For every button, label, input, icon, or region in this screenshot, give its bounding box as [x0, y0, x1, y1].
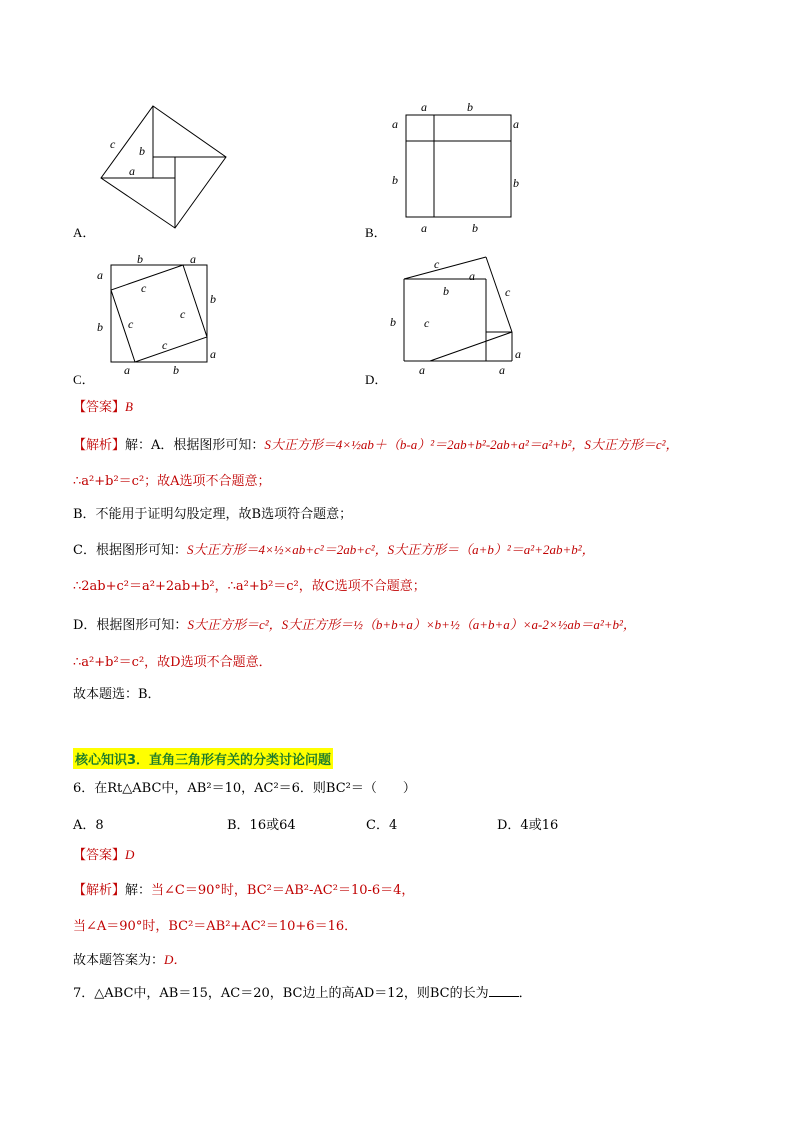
figure-c-label-bottom-b: b	[173, 363, 179, 377]
figure-d-label-top-a: a	[469, 269, 475, 283]
figure-b	[386, 100, 526, 238]
figure-c-label-left-a: a	[97, 268, 103, 282]
q5-analysis-b-line: B．不能用于证明勾股定理，故B选项符合题意；	[73, 507, 353, 522]
q6-analysis-tag: 【解析】	[73, 883, 126, 898]
option-a-label: A．	[73, 225, 96, 240]
analysis-c-formula: S大正方形＝4×½×ab+c²＝2ab+c²，S大正方形＝（a+b）²＝a²+2ab+b²，	[186, 542, 595, 557]
q6-conclusion	[73, 951, 186, 970]
figure-b-label-bottom-b: b	[472, 221, 478, 235]
figure-c-label-c4: c	[162, 338, 168, 352]
option-c-label: C．	[73, 372, 95, 387]
figure-b-label-bottom-a: a	[421, 221, 427, 235]
q7-stem-line	[73, 984, 532, 1003]
figure-d-label-bottom-a1: a	[419, 363, 425, 377]
figure-d-label-bottom-a2: a	[499, 363, 505, 377]
figure-a-label-a: a	[129, 164, 135, 178]
q6-option-a: A．8	[73, 818, 104, 833]
figure-c-label-c2: c	[180, 307, 186, 321]
figure-c-label-c1: c	[141, 281, 147, 295]
q5-conclusion: 故本题选：B．	[73, 687, 161, 702]
figure-c	[94, 252, 224, 377]
figure-c-label-c3: c	[128, 317, 134, 331]
figure-d-label-inner-b: b	[443, 284, 449, 298]
figure-c-label-bottom-a: a	[124, 363, 130, 377]
option-b-label: B．	[365, 225, 387, 240]
q5-analysis-c-line2: ∴2ab+c²＝a²+2ab+b²，∴a²+b²＝c²，故C选项不合题意；	[73, 579, 426, 594]
figure-a-label-c: c	[110, 137, 116, 151]
q5-answer-line	[73, 398, 133, 417]
q6-analysis-line2: 当∠A＝90°时，BC²＝AB²+AC²＝10+6＝16．	[73, 919, 358, 934]
figure-b-label-top-b: b	[467, 100, 473, 114]
figure-d-label-left-b: b	[390, 315, 396, 329]
figure-b-label-left-a: a	[392, 117, 398, 131]
figure-d-diagram	[386, 252, 526, 377]
q6-analysis-prefix: 解：	[125, 883, 152, 898]
q7-answer-blank[interactable]	[489, 984, 519, 997]
analysis-a-formula: S大正方形＝4×½ab＋（b-a）²＝2ab+b²-2ab+a²＝a²+b²，S大正方形＝c²，	[264, 437, 679, 452]
analysis-tag: 【解析】	[73, 438, 126, 453]
figure-a	[96, 100, 236, 235]
figure-d-label-right-c: c	[505, 285, 511, 299]
figure-d-label-top-c: c	[434, 257, 440, 271]
q6-option-c: C．4	[366, 818, 398, 833]
analysis-c-prefix: C．根据图形可知：	[73, 543, 187, 558]
figure-a-label-b: b	[139, 144, 145, 158]
q6-conclusion-value: D．	[164, 952, 187, 967]
q5-analysis-a-line2: ∴a²+b²＝c²；故A选项不合题意；	[73, 474, 271, 489]
q5-analysis-a-line1	[73, 436, 679, 455]
q6-analysis-text1: 当∠C＝90°时，BC²＝AB²-AC²＝10-6＝4，	[151, 883, 415, 898]
analysis-d-formula: S大正方形＝c²，S大正方形＝½（b+b+a）×b+½（a+b+a）×a-2×½ab＝a²+b²，	[187, 617, 636, 632]
figure-c-label-left-b: b	[97, 320, 103, 334]
figure-a-diagram	[96, 100, 236, 235]
analysis-a-prefix: 解：A．根据图形可知：	[125, 438, 265, 453]
q5-analysis-d-line1	[73, 616, 636, 635]
figure-d-label-inner-c: c	[424, 316, 430, 330]
q6-conclusion-prefix: 故本题答案为：	[73, 953, 165, 968]
q5-analysis-c-line1	[73, 541, 595, 560]
q7-stem: 7．△ABC中，AB＝15，AC＝20，BC边上的高AD＝12，则BC的长为	[73, 986, 489, 1001]
figure-b-label-right-a: a	[513, 117, 519, 131]
q6-answer-line	[73, 846, 134, 865]
q6-stem: 6．在Rt△ABC中，AB²＝10，AC²＝6．则BC²＝（ ）	[73, 781, 416, 796]
q5-analysis-d-line2: ∴a²+b²＝c²，故D选项不合题意．	[73, 655, 272, 670]
figure-c-label-top-b: b	[137, 252, 143, 266]
figure-d	[386, 252, 526, 377]
q6-option-b: B．16或64	[227, 818, 296, 833]
q6-option-d: D．4或16	[497, 818, 559, 833]
q7-end: ．	[518, 986, 532, 1001]
answer-value: B	[125, 399, 133, 414]
q6-answer-value: D	[125, 847, 135, 862]
option-d-label: D．	[365, 372, 388, 387]
answer-tag: 【答案】	[73, 400, 126, 415]
analysis-d-prefix: D．根据图形可知：	[73, 618, 188, 633]
figure-c-label-right-b: b	[210, 292, 216, 306]
section-title: 核心知识3．直角三角形有关的分类讨论问题	[73, 748, 333, 769]
figure-c-label-top-a: a	[190, 252, 196, 266]
figure-c-diagram	[94, 252, 224, 377]
figure-b-diagram	[386, 100, 526, 238]
figure-b-label-left-b: b	[392, 173, 398, 187]
figure-b-label-top-a: a	[421, 100, 427, 114]
figure-b-label-right-b: b	[513, 176, 519, 190]
q6-answer-tag: 【答案】	[73, 848, 126, 863]
q6-analysis-line1	[73, 882, 414, 900]
figure-c-label-right-a: a	[210, 347, 216, 361]
figure-d-label-right-a: a	[515, 347, 521, 361]
